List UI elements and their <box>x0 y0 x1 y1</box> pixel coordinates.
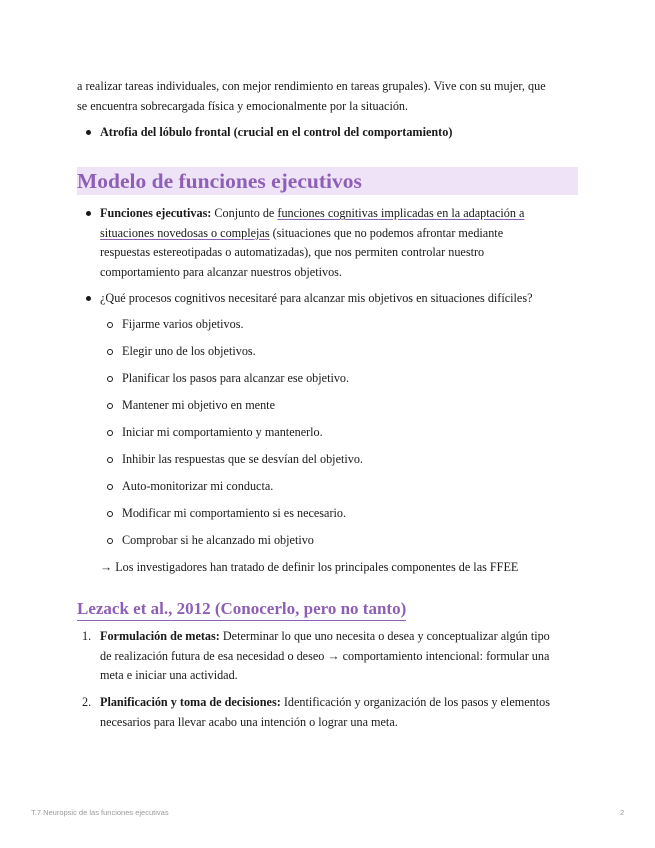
numbered-item-2 <box>100 693 580 732</box>
circle-bullet-icon <box>107 430 113 436</box>
list-number: 1. <box>82 629 92 643</box>
section-heading: Modelo de funciones ejecutivos <box>77 167 578 195</box>
fe-label: Funciones ejecutivas: <box>100 206 212 220</box>
numbered-item-line: Determinar lo que uno necesita o desea y conceptualizar algún tipo <box>219 629 550 643</box>
sub-item: Elegir uno de los objetivos. <box>122 344 256 358</box>
circle-bullet-icon <box>107 538 113 544</box>
intro-paragraph <box>77 77 582 116</box>
numbered-item-line: necesarios para llevar acabo una intención o lograr una meta. <box>100 714 398 729</box>
intro-line-2: se encuentra sobrecargada física y emocionalmente por la situación. <box>77 98 409 113</box>
sub-item: Mantener mi objetivo en mente <box>122 398 275 412</box>
numbered-item-line: Identificación y organización de los pasos y elementos <box>280 695 550 709</box>
numbered-item-line: meta e iniciar una actividad. <box>100 668 238 682</box>
fe-text-a: Conjunto de <box>211 206 278 220</box>
fe-text-b: (situaciones que no podemos afrontar mediante <box>269 225 504 240</box>
bullet-icon <box>86 296 91 301</box>
page-number: 2 <box>620 808 625 817</box>
funciones-ejecutivas-item <box>100 204 580 282</box>
numbered-item-1 <box>100 627 580 686</box>
footer-title: T.7 Neuropsic de las funciones ejecutivas <box>31 808 169 817</box>
sub-item: Planificar los pasos para alcanzar ese objetivo. <box>122 371 350 385</box>
circle-bullet-icon <box>107 349 113 355</box>
list-number: 2. <box>82 695 92 709</box>
sub-item: Modificar mi comportamiento si es necesario. <box>122 506 347 520</box>
atrofia-text: Atrofia del lóbulo frontal (crucial en el control del comportamiento) <box>100 125 453 139</box>
sub-item: Auto-monitorizar mi conducta. <box>122 479 274 493</box>
fe-link-1: funciones cognitivas implicadas en la adaptación a <box>277 206 525 220</box>
circle-bullet-icon <box>107 484 113 490</box>
subheading: Lezack et al., 2012 (Conocerlo, pero no tanto) <box>77 598 406 621</box>
circle-bullet-icon <box>107 457 113 463</box>
circle-bullet-icon <box>107 403 113 409</box>
bullet-icon <box>86 211 91 216</box>
fe-line-4: comportamiento para alcanzar nuestros objetivos. <box>100 264 342 279</box>
sub-item: Iniciar mi comportamiento y mantenerlo. <box>122 425 323 439</box>
question-item: ¿Qué procesos cognitivos necesitaré para alcanzar mis objetivos en situaciones difíciles? <box>100 291 533 305</box>
sub-item: Comprobar si he alcanzado mi objetivo <box>122 533 314 547</box>
bullet-icon <box>86 130 91 135</box>
sub-item: Inhibir las respuestas que se desvían del objetivo. <box>122 452 363 466</box>
sub-item: Fijarme varios objetivos. <box>122 317 244 331</box>
numbered-item-line: de realización futura de esa necesidad o deseo → comportamiento intencional: formular una <box>100 648 550 663</box>
intro-line-1: a realizar tareas individuales, con mejor rendimiento en tareas grupales). Vive con su mujer, que <box>77 79 546 93</box>
circle-bullet-icon <box>107 322 113 328</box>
circle-bullet-icon <box>107 376 113 382</box>
numbered-item-label: Planificación y toma de decisiones: <box>100 695 281 709</box>
atrofia-list-item <box>100 123 580 143</box>
fe-link-2: situaciones novedosas o complejas <box>100 225 270 240</box>
numbered-item-label: Formulación de metas: <box>100 629 220 643</box>
arrow-line: → Los investigadores han tratado de definir los principales componentes de las FFEE <box>100 560 519 574</box>
circle-bullet-icon <box>107 511 113 517</box>
fe-line-3: respuestas estereotipadas o automatizadas), que nos permiten controlar nuestro <box>100 245 485 259</box>
